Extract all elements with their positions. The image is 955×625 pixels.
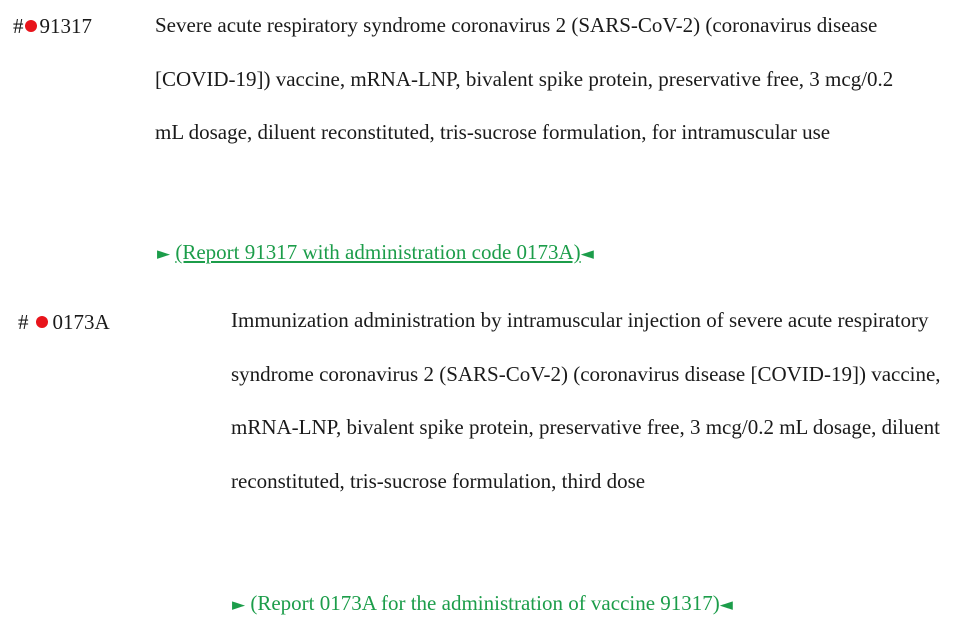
code-description: Immunization administration by intramuscular injection of severe acute respiratory syndrome coronavirus 2 (SARS-CoV-2) (coronavirus disease [COVID-19]) vaccine, mRNA-LNP, bivalent spike protein, preservative free, 3 mcg/0.2 mL dosage, diluent reconstituted, tris-sucrose formulation, third dose	[231, 308, 941, 493]
red-bullet-icon	[25, 20, 37, 32]
code-number: 91317	[39, 14, 92, 38]
code-label	[18, 310, 110, 334]
code-label	[13, 14, 92, 38]
left-triangle-icon: ◄	[580, 244, 594, 264]
right-triangle-icon: ►	[232, 595, 246, 615]
reporting-note-text: (Report 0173A for the administration of vaccine 91317)	[250, 591, 720, 615]
reporting-note-link[interactable]: (Report 91317 with administration code 0173A)	[175, 240, 581, 264]
code-description: Severe acute respiratory syndrome coronavirus 2 (SARS-CoV-2) (coronavirus disease [COVID-19]) vaccine, mRNA-LNP, bivalent spike protein, preservative free, 3 mcg/0.2 mL dosage, diluent reconstituted, tris-sucrose formulation, for intramuscular use	[155, 13, 894, 144]
hash-symbol: #	[18, 310, 29, 334]
reporting-note	[232, 591, 733, 617]
red-bullet-icon	[36, 316, 48, 328]
right-triangle-icon: ►	[157, 244, 171, 264]
hash-symbol: #	[13, 14, 24, 38]
reporting-note	[157, 240, 594, 266]
code-number: 0173A	[52, 310, 110, 334]
left-triangle-icon: ◄	[719, 595, 733, 615]
